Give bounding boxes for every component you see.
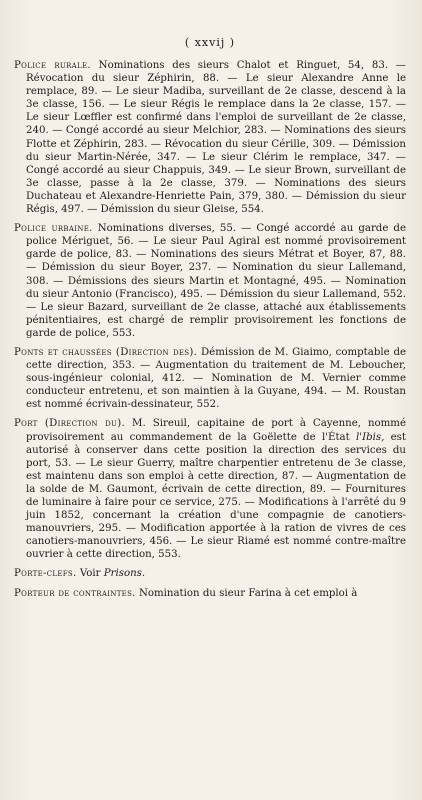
- entry-text: M. Sireuil, capitaine de port à Cayenne, nommé provisoirement au commandement de la Goëlette de l'État: [26, 418, 406, 443]
- entry-heading: Porte-clefs.: [14, 568, 77, 580]
- index-entry-porteur-de-contraintes: [14, 587, 406, 600]
- entry-heading: Ponts et chaussées (Direction des).: [14, 346, 198, 358]
- entry-text: Voir: [76, 568, 104, 580]
- index-entry-police-urbaine: [14, 222, 406, 340]
- entry-heading: Port (Direction du).: [14, 418, 126, 430]
- entry-heading: Police rurale.: [14, 60, 91, 71]
- entry-heading: Police urbaine.: [14, 223, 93, 235]
- entry-text: Nominations des sieurs Chalot et Ringuet, 54, 83. — Révocation du sieur Zéphirin, 88. — Le sieur Alexandre Anne le remplace, 89. — Le sieur Madiba, surveillant de 2e classe, descend à la 3e classe, 156. — Le sieur Régis le remplace dans la 2e classe, 157. — Le sieur Lœffler est confirmé dans l'emploi de surveillant de 2e classe, 240. — Congé accordé au sieur Melchior, 283. — Nominations des sieurs Flotte et Zéphirin, 283. — Révocation du sieur Cérille, 309. — Démission du sieur Martin-Nérée, 347. — Le sieur Clérim le remplace, 347. — Congé accordé au sieur Chappuis, 349. — Le sieur Brown, surveillant de 3e classe, passe à la 2e classe, 379. — Nominations des sieurs Duchateau et Alexandre-Henriette Pain, 379, 380. — Démission du sieur Régis, 497. — Démission du sieur Gleise, 554.: [26, 60, 406, 216]
- entry-italic-text: l'Ibis,: [356, 431, 385, 443]
- entry-text: Nominations diverses, 55. — Congé accordé au garde de police Mériguet, 56. — Le sieur Paul Agiral est nommé provisoirement garde de police, 83. — Nominations des sieurs Métrat et Boyer, 87, 88. — Démission du sieur Boyer, 237. — Nomination du sieur Lallemand, 308. — Démissions des sieurs Martin et Montagné, 495. — Nomination du sieur Antonio (Francisco), 495. — Démission du sieur Lallemand, 552. — Le sieur Bazard, surveillant de 2e classe, attaché aux établissements pénitentiaires, est chargé de remplir provisoirement les fonctions de garde de police, 553.: [26, 223, 406, 339]
- index-entry-porte-clefs: [14, 567, 406, 580]
- index-entry-ponts-et-chaussees: [14, 346, 406, 411]
- entry-text: Nomination du sieur Farina à cet emploi à: [135, 587, 358, 599]
- entry-heading: Porteur de contraintes.: [14, 587, 136, 599]
- index-entry-police-rurale: [14, 59, 406, 216]
- index-entry-port: [14, 417, 406, 561]
- entry-italic-text: Prisons.: [103, 568, 146, 580]
- page-number: ( xxvij ): [184, 36, 236, 49]
- entry-text: est autorisé à conserver dans cette position la direction des services du port, 53. — Le sieur Guerry, maître charpentier entretenu de 3e classe, est maintenu dans son emploi à cette direction, 87. — Augmentation de la solde de M. Gaumont, écrivain de cette direction, 89. — Fournitures de luminaire à faire pour ce service, 275. — Modifications à l'arrêté du 9 juin 1852, concernant la création d'une compagnie de canotiers-manouvriers, 295. — Modification apportée à la ration de vivres de ces canotiers-manouvriers, 456. — Le sieur Riamé est nommé contre-maître ouvrier à cette direction, 553.: [26, 431, 406, 561]
- entry-text: Démission de M. Giaimo, comptable de cette direction, 353. — Augmentation du traitement de M. Leboucher, sous-ingénieur colonial, 412. — Nomination de M. Vernier comme conducteur entretenu, et son maintien à la Guyane, 494. — M. Roustan est nommé écrivain-dessinateur, 552.: [26, 346, 406, 411]
